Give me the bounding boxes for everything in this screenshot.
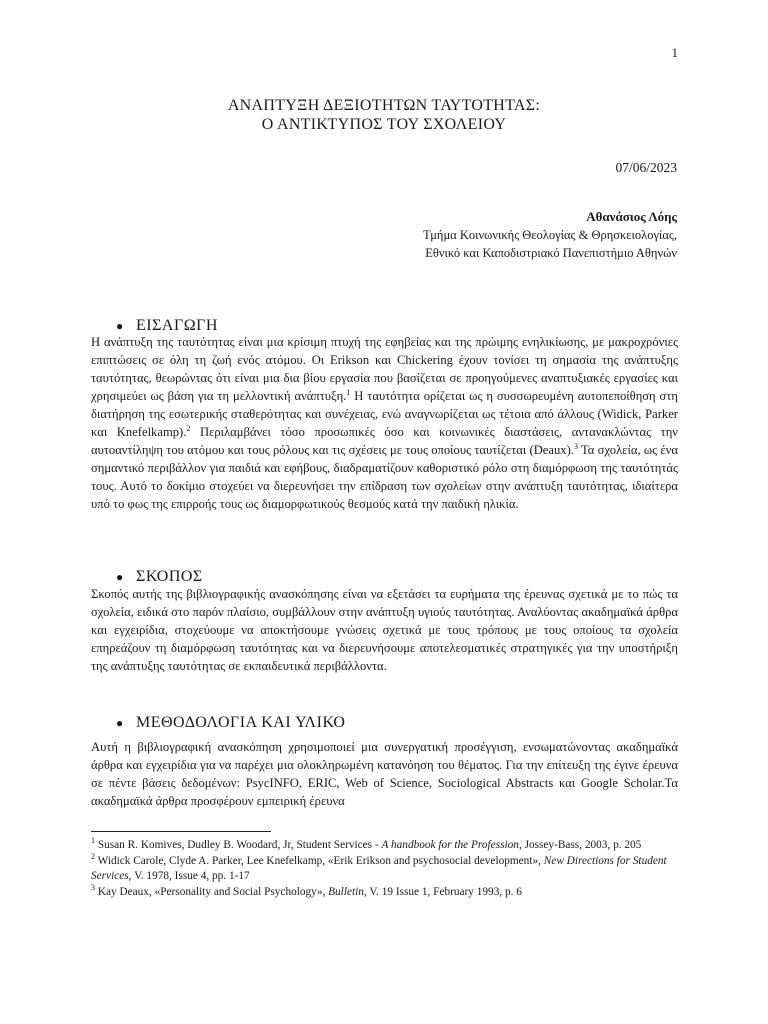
footnote-title: New Directions for Student Services [91,854,667,882]
section-heading-method-label: ΜΕΘΟΔΟΛΟΓΙΑ ΚΑΙ ΥΛΙΚΟ [136,714,346,731]
intro-text-4: Τα σχολεία, ως ένα σημαντικό περιβάλλον για παιδιά και εφήβους, διαδραματίζουν καθοριστικό ρόλο στη διαμόρφωση της ταυτότητάς τους. Αυτό το δοκίμιο στοχεύει να διερευνήσει την επίδραση των σχολείων στην ανάπτυξη ταυτότητας, ιδιαίτερα υπό το φως της επιρροής τους ως διαμορφωτικούς θεσμούς κατά την παιδική ηλικία. [91,443,679,511]
footnote-ref-1: 1 [346,387,351,397]
footnote-marker: 2 [91,851,95,861]
footnote-text: Susan R. Komives, Dudley B. Woodard, Jr, Student Services - [95,839,382,851]
footnote-ref-2: 2 [186,423,191,433]
bullet-icon: ● [116,319,124,333]
footnote-text: , V. 1978, Issue 4, pp. 1-17 [128,870,250,882]
bullet-icon: ● [116,716,124,730]
intro-paragraph [91,333,678,513]
section-heading-intro-label: ΕΙΣΑΓΩΓΗ [136,317,218,334]
footnote-divider [91,831,271,832]
footnote-text: Kay Deaux, «Personality and Social Psychology», [95,885,329,898]
document-title [0,96,768,134]
author-block [423,208,677,262]
footnote-title: Bulletin [328,885,364,898]
title-line-1: ΑΝΑΠΤΥΞΗ ΔΕΞΙΟΤΗΤΩΝ ΤΑΥΤΟΤΗΤΑΣ: [227,97,541,114]
section-heading-method [116,714,345,732]
footnotes [91,838,681,900]
section-heading-purpose [116,568,203,586]
footnote-title: A handbook for the Profession [381,839,519,851]
method-paragraph: Αυτή η βιβλιογραφική ανασκόπηση χρησιμοποιεί μια συνεργατική προσέγγιση, ενσωματώνοντας ακαδημαϊκά άρθρα και εγχειρίδια για να παρέχει μια ολοκληρωμένη κατανόηση του θέματος. Για την επίτευξη της έγινε έρευνα σε πέντε βάσεις δεδομένων: PsycINFO, ERIC, Web of Science, Sociological Abstracts και Google Scholar.Τα ακαδημαϊκά άρθρα προσφέρουν εμπειρική έρευνα [91,740,678,808]
intro-text-1: Η ανάπτυξη της ταυτότητας είναι μια κρίσιμη πτυχή της εφηβείας και της πρώιμης ενηλικίωσης, με μακροχρόνιες επιπτώσεις σε όλη τη ζωή ενός ατόμου. Οι Erikson και Chickering έχουν τονίσει τη σημασία της ανάπτυξης ταυτότητας, θεωρώντας ότι είναι μια δια βίου εργασία που βασίζεται σε προηγούμενες αναπτυξιακές εργασίες και χρησιμεύει ως βάση για τη μελλοντική ανάπτυξη. [91,335,678,403]
footnote-1 [91,838,681,854]
author-department: Τμήμα Κοινωνικής Θεολογίας & Θρησκειολογίας, [423,228,677,242]
footnote-marker: 1 [91,836,95,846]
bullet-icon: ● [116,570,124,584]
author-university: Εθνικό και Καποδιστριακό Πανεπιστήμιο Αθηνών [425,246,677,260]
footnote-text: , V. 19 Issue 1, February 1993, p. 6 [363,885,522,898]
page-number: 1 [671,45,678,60]
intro-text-3: Περιλαμβάνει τόσο προσωπικές όσο και κοινωνικές διαστάσεις, αντανακλώντας την αυτοαντίληψη του ατόμου και τους ρόλους και τις σχέσεις με τους οποίους ταυτίζεται (Deaux). [91,425,678,457]
footnote-ref-3: 3 [573,441,578,451]
footnote-3 [91,882,681,901]
title-line-2: Ο ΑΝΤΙΚΤΥΠΟΣ ΤΟΥ ΣΧΟΛΕΙΟΥ [261,116,507,133]
intro-text-2: Η ταυτότητα ορίζεται ως η συσσωρευμένη αυτοπεποίθηση στη διατήρηση της εσωτερικής σταθερότητας και συνέχειας, ενώ αναγνωρίζεται ως τέτοια από άλλους (Widick, Parker και Knefelkamp). [91,389,678,439]
section-heading-purpose-label: ΣΚΟΠΟΣ [136,568,203,585]
footnote-2 [91,851,681,885]
footnote-marker: 3 [91,882,95,892]
footnote-text: Widick Carole, Clyde A. Parker, Lee Knefelkamp, «Erik Erikson and psychosocial development», [95,854,544,867]
purpose-paragraph: Σκοπός αυτής της βιβλιογραφικής ανασκόπησης είναι να εξετάσει τα ευρήματα της έρευνας σχετικά με το πώς τα σχολεία, ειδικά στο παρόν πλαίσιο, συμβάλλουν στην ανάπτυξη υγιούς ταυτότητας. Αναλύοντας ακαδημαϊκά άρθρα και εγχειρίδια, στοχεύουμε να αποκτήσουμε γνώσεις σχετικά με τους τρόπους με τους οποίους τα σχολεία επηρεάζουν τη διαμόρφωση ταυτότητας και να διερευνήσουμε αποτελεσματικές στρατηγικές για την υποστήριξη της ανάπτυξης ταυτότητας σε εκπαιδευτικά περιβάλλοντα. [91,587,678,673]
document-date: 07/06/2023 [615,160,677,175]
author-name: Αθανάσιος Λόης [586,209,677,224]
footnote-text: , Jossey-Bass, 2003, p. 205 [518,839,642,851]
